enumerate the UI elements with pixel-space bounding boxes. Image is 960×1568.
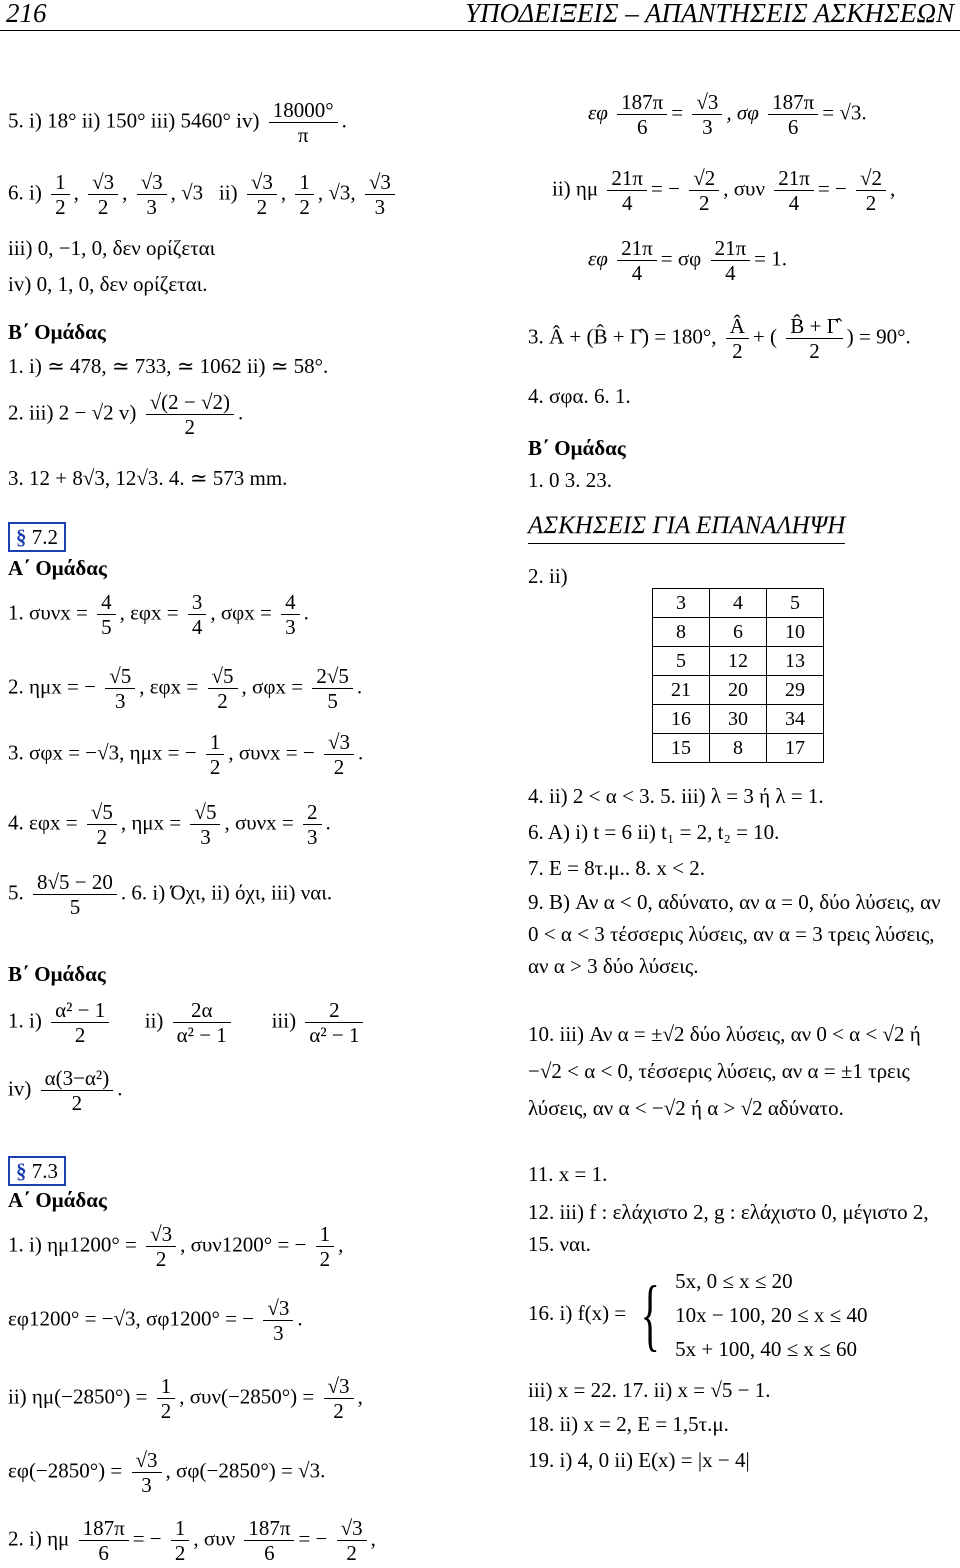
answer-c1: 1. i) ημ1200° = $\frac{√3}{2}$ , συν1200° = − $\frac{1}{2}$ , xyxy=(8,1222,344,1271)
answer-r6: 1. 0 3. 23. xyxy=(528,468,612,492)
answer-r10: 7. E = 8τ.μ.. 8. x < 2. xyxy=(528,856,705,880)
answer-r1: εφ $\frac{187\pi}{6}$ = $\frac{√3}{3}$ , σφ $\frac{187\pi}{6}$ = √3. xyxy=(588,90,867,139)
answer-6-iv: iv) 0, 1, 0, δεν ορίζεται. xyxy=(8,272,208,296)
section-7-2[interactable]: § 7.2 xyxy=(8,522,66,552)
answer-6-iii: iii) 0, −1, 0, δεν ορίζεται xyxy=(8,236,216,260)
group-heading: Β΄ Ομάδας xyxy=(8,962,106,986)
answer-r13: 11. x = 1. xyxy=(528,1162,608,1186)
answer-a4: 4. εφx = $\frac{√5}{2}$ , ημx = $\frac{√5}{3}$ , συνx = $\frac{2}{3}$ . xyxy=(8,800,331,849)
answer-r12: 10. iii) Αν α = ±√2 δύο λύσεις, αν 0 < α < √2 ή −√2 < α < 0, τέσσερις λύσεις, αν α = ±1 τρεις λύσεις, αν α < −√2 ή α > √2 αδύνατο. xyxy=(528,1022,921,1120)
review-heading: ΑΣΚΗΣΕΙΣ ΓΙΑ ΕΠΑΝΑΛΗΨΗ xyxy=(528,512,845,540)
answer-6: 6. i) $\frac{1}{2}$ , $\frac{√3}{2}$ , $\frac{√3}{3}$ , √3 ii) $\frac{√3}{2}$ , $\frac{1}{2}$ , √3, $\frac{√3}{3}$ xyxy=(8,170,399,219)
answer-c5: 2. i) ημ $\frac{187\pi}{6}$ = − $\frac{1}{2}$ , συν $\frac{187\pi}{6}$ = − $\frac{√3}{2}$ , xyxy=(8,1516,376,1565)
answer-r7: 2. ii) xyxy=(528,564,568,588)
answer-r4: 3. Â + (B̂ + Γ̂) = 180°, $\frac{Â}{2}$ + ( $\frac{B̂ + \Gammâ}{2}$ ) = 90°. xyxy=(528,314,911,363)
answer-r15: 16. i) f(x) = { 5x, 0 ≤ x ≤ 20 10x − 100, 20 ≤ x ≤ 40 5x + 100, 40 ≤ x ≤ 60 xyxy=(528,1269,868,1361)
answer-r3: εφ $\frac{21\pi}{4}$ = σφ $\frac{21\pi}{4}$ = 1. xyxy=(588,236,788,285)
answer-bb1: 1. i) $\frac{\text{α² − 1}}{2}$ ii) $\frac{2\alpha}{\text{α² − 1}}$ iii) $\frac{2}{\text{α² − 1}}$ xyxy=(8,998,367,1047)
answer-a1: 1. συνx = $\frac{4}{5}$ , εφx = $\frac{3}{4}$ , σφx = $\frac{4}{3}$ . xyxy=(8,590,309,639)
left-brace: { xyxy=(641,1271,661,1359)
answer-r14: 12. iii) f : ελάχιστο 2, g : ελάχιστο 0, μέγιστο 2, 15. ναι. xyxy=(528,1200,929,1256)
answer-a5: 5. $\frac{8√5 - 20}{5}$ . 6. i) Όχι, ii) όχι, iii) ναι. xyxy=(8,870,333,919)
answer-b3: 3. 12 + 8√3, 12√3. 4. ≃ 573 mm. xyxy=(8,466,288,490)
number-grid: 3 4 5 8 6 10 5 12 13 21 20 29 16 30 34 15 8 17 xyxy=(652,588,824,763)
answer-r16: iii) x = 22. 17. ii) x = √5 − 1. xyxy=(528,1378,771,1402)
answer-a2: 2. ημx = − $\frac{√5}{3}$ , εφx = $\frac{√5}{2}$ , σφx = $\frac{2√5}{5}$ . xyxy=(8,664,363,713)
answer-a3: 3. σφx = −√3, ημx = − $\frac{1}{2}$ , συνx = − $\frac{√3}{2}$ . xyxy=(8,730,364,779)
answer-b1: 1. i) ≃ 478, ≃ 733, ≃ 1062 ii) ≃ 58°. xyxy=(8,354,329,378)
answer-r9: 6. A) i) t = 6 ii) t₁ = 2, t₂ = 10. xyxy=(528,820,780,844)
answer-r8: 4. ii) 2 < α < 3. 5. iii) λ = 3 ή λ = 1. xyxy=(528,784,824,808)
page-header xyxy=(0,0,960,34)
answer-c2: εφ1200° = −√3, σφ1200° = − $\frac{√3}{3}$ . xyxy=(8,1296,303,1345)
answer-r18: 19. i) 4, 0 ii) E(x) = |x − 4| xyxy=(528,1448,750,1472)
answer-5: 5. i) 18° ii) 150° iii) 5460° iv) $\frac{18000^\circ}{\pi}$ . xyxy=(8,98,347,147)
section-7-3[interactable]: § 7.3 xyxy=(8,1156,66,1186)
group-heading: Α΄ Ομάδας xyxy=(8,556,107,580)
answer-r11: 9. B) Αν α < 0, αδύνατο, αν α = 0, δύο λύσεις, αν 0 < α < 3 τέσσερις λύσεις, αν α = 3 τρεις λύσεις, αν α > 3 δύο λύσεις. xyxy=(528,890,941,978)
group-heading: Β΄ Ομάδας xyxy=(528,436,626,460)
answer-r5: 4. σφα. 6. 1. xyxy=(528,384,631,408)
answer-c4: εφ(−2850°) = $\frac{√3}{3}$ , σφ(−2850°) = √3. xyxy=(8,1448,326,1497)
page-number: 216 xyxy=(6,0,47,28)
header-rule xyxy=(0,30,960,31)
fraction: $\frac{18000^\circ}{\pi}$ xyxy=(269,98,338,147)
answer-b2: 2. iii) 2 − √2 v) $\frac{√(2 - √2)}{2}$ . xyxy=(8,390,244,439)
group-heading: Α΄ Ομάδας xyxy=(8,1188,107,1212)
group-heading: Β΄ Ομάδας xyxy=(8,320,106,344)
page-title: ΥΠΟΔΕΙΞΕΙΣ – ΑΠΑΝΤΗΣΕΙΣ ΑΣΚΗΣΕΩΝ xyxy=(465,0,954,28)
answer-bb1-iv: iv) $\frac{\text{α(3−α²)}}{2}$ . xyxy=(8,1066,123,1115)
answer-r2: ii) ημ $\frac{21\pi}{4}$ = − $\frac{√2}{2}$ , συν $\frac{21\pi}{4}$ = − $\frac{√2}{2}$ , xyxy=(552,166,896,215)
answer-c3: ii) ημ(−2850°) = $\frac{1}{2}$ , συν(−2850°) = $\frac{√3}{2}$ , xyxy=(8,1374,363,1423)
answer-r17: 18. ii) x = 2, E = 1,5τ.μ. xyxy=(528,1412,729,1436)
